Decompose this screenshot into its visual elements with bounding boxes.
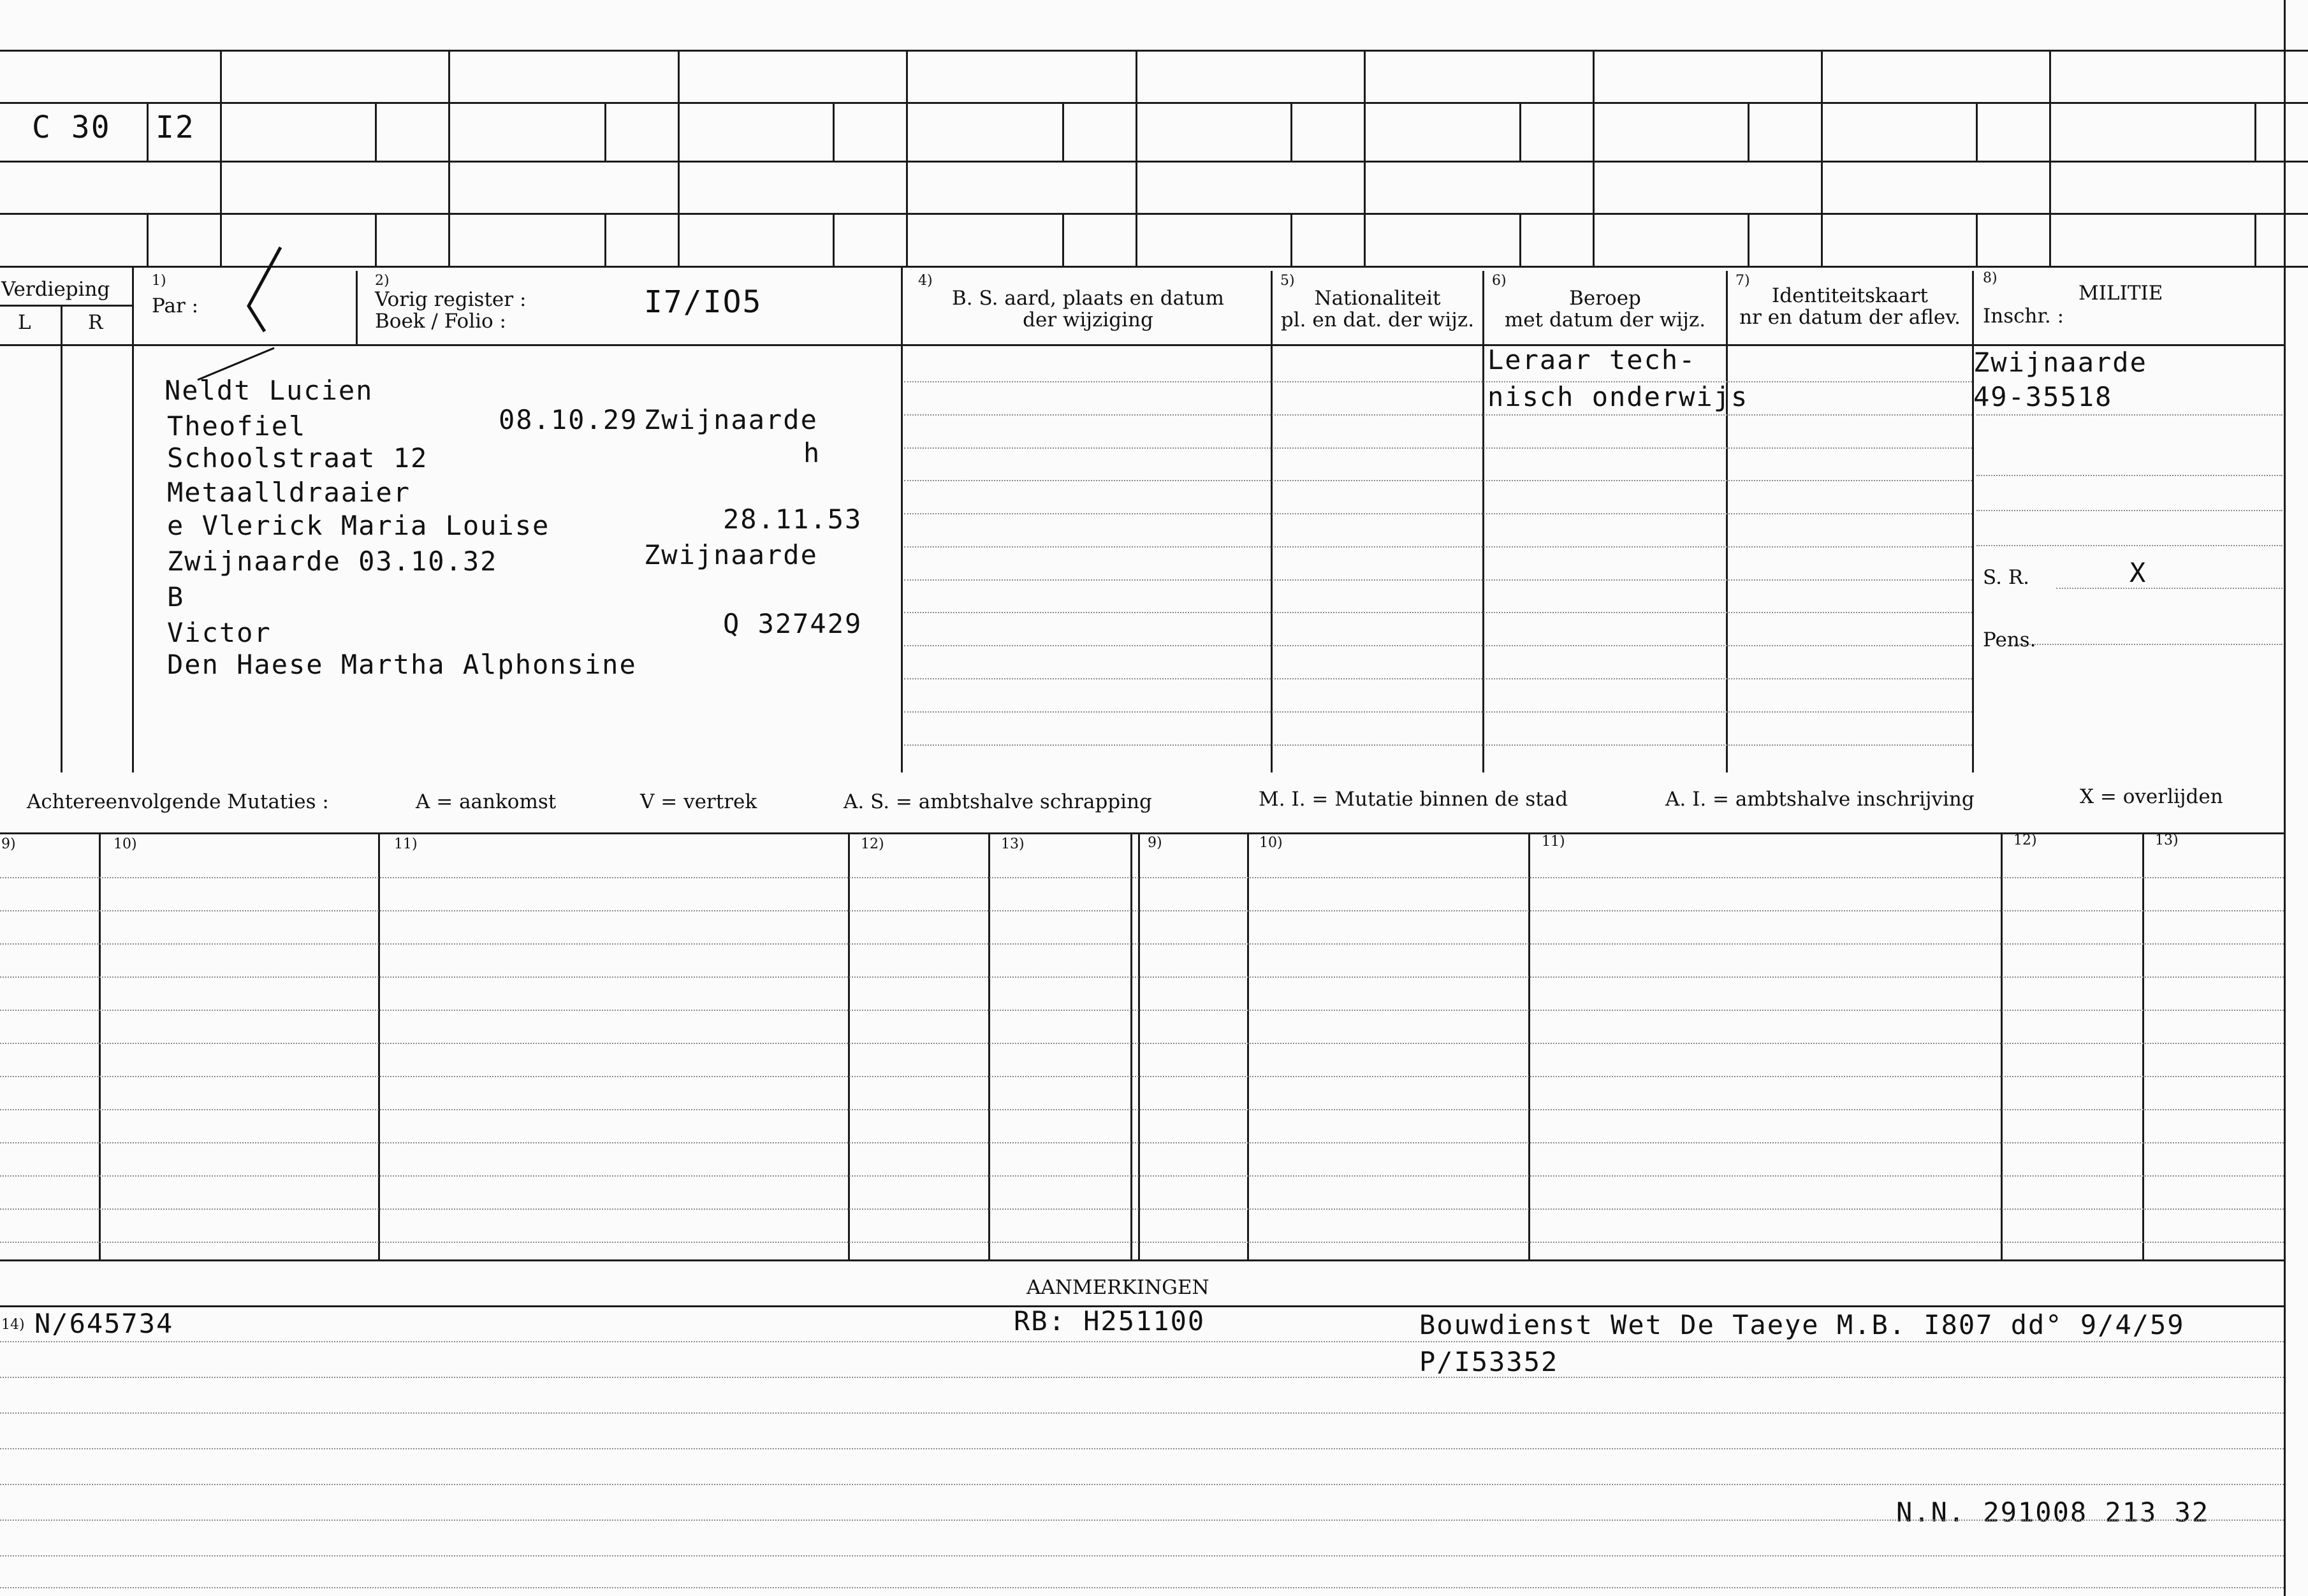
- grid-line: [1290, 102, 1292, 161]
- remarks-note-line1: Bouwdienst Wet De Taeye M.B. I807 dd° 9/4/59: [1419, 1309, 2185, 1340]
- address: Schoolstraat 12: [167, 442, 428, 474]
- id-card-line2: nr en datum der aflev.: [1739, 306, 1961, 329]
- col-header-13: 13): [1001, 836, 1025, 852]
- dotted-rule: [904, 744, 1972, 746]
- column-line: [61, 305, 62, 773]
- military-inschr-label: Inschr. :: [1983, 305, 2064, 328]
- nationality-line2: pl. en dat. der wijz.: [1280, 308, 1475, 331]
- spouse-birth: Zwijnaarde 03.10.32: [167, 546, 498, 577]
- previous-register-label: Vorig register :: [375, 288, 527, 311]
- grid-line: [678, 50, 680, 266]
- grid-line: [1519, 102, 1521, 161]
- remark-rule: [0, 1377, 2284, 1378]
- legend-internal-mutation: M. I. = Mutatie binnen de stad: [1259, 788, 1568, 811]
- id-card-line1: Identiteitskaart: [1772, 284, 1928, 307]
- grid-line: [604, 213, 606, 266]
- grid-line: [1821, 50, 1823, 266]
- remarks-title: AANMERKINGEN: [1026, 1276, 1209, 1299]
- col-header-13b: 13): [2155, 832, 2179, 848]
- military-title: MILITIE: [2078, 282, 2163, 305]
- remark-rule: [0, 1412, 2284, 1414]
- profession-line1-value: Leraar tech-: [1487, 344, 1697, 375]
- id-card-num: 7): [1735, 273, 1750, 289]
- grid-line: [1748, 102, 1749, 161]
- person-surname-firstname: Neldt Lucien: [164, 375, 374, 406]
- remark-rule: [0, 1448, 2284, 1449]
- table-line: [1247, 832, 1249, 1259]
- table-line: [848, 832, 850, 1259]
- grid-line: [1136, 50, 1137, 266]
- birth-date: 08.10.29: [499, 404, 638, 435]
- military-num: 8): [1983, 270, 1998, 286]
- address-mark: h: [803, 437, 821, 468]
- grid-line: [147, 102, 149, 161]
- row-rule: [0, 877, 2284, 878]
- row-rule: [0, 1208, 2284, 1210]
- civil-status-num: 4): [918, 273, 933, 289]
- legend-departure: V = vertrek: [640, 790, 757, 813]
- grid-line: [375, 102, 377, 161]
- military-place: Zwijnaarde: [1973, 347, 2147, 378]
- remarks-num: 14): [1, 1317, 25, 1333]
- floor-label: Verdieping: [1, 278, 110, 301]
- col-header-9: 9): [1, 836, 16, 852]
- col-header-12: 12): [861, 836, 884, 852]
- remarks-note-line2: P/I53352: [1419, 1346, 1559, 1377]
- remark-rule: [0, 1555, 2284, 1556]
- grid-line: [1519, 213, 1521, 266]
- mutations-title: Achtereenvolgende Mutaties :: [27, 790, 329, 813]
- military-number: 49-35518: [1973, 381, 2113, 412]
- remark-rule: [0, 1520, 2284, 1521]
- row-rule: [0, 1076, 2284, 1077]
- profession-line1: Beroep: [1569, 287, 1641, 310]
- dotted-rule: [904, 579, 1972, 581]
- grid-line: [2254, 213, 2256, 266]
- column-line: [356, 271, 358, 344]
- legend-arrival: A = aankomst: [416, 790, 557, 813]
- dotted-rule: [904, 447, 1972, 449]
- col-header-11: 11): [394, 836, 418, 852]
- dotted-rule: [2056, 588, 2282, 589]
- table-line: [2001, 832, 2003, 1259]
- sr-label: S. R.: [1983, 566, 2030, 589]
- grid-line: [2049, 50, 2051, 266]
- dotted-rule: [904, 414, 1972, 416]
- person-middle-name: Theofiel: [167, 410, 307, 442]
- grid-line: [147, 213, 149, 266]
- remark-rule: [0, 1587, 2284, 1588]
- legend-death: X = overlijden: [2080, 785, 2223, 808]
- code-c30: C 30: [32, 110, 111, 145]
- pens-label: Pens.: [1983, 628, 2036, 651]
- row-rule: [0, 1142, 2284, 1143]
- col-header-12b: 12): [2013, 832, 2037, 848]
- table-line: [1130, 832, 1132, 1259]
- grid-line: [220, 50, 222, 266]
- dotted-rule: [904, 612, 1972, 613]
- grid-line: [1062, 102, 1064, 161]
- grid-line: [0, 50, 2308, 52]
- col-header-11b: 11): [1542, 834, 1565, 850]
- grid-line: [2254, 102, 2256, 161]
- grid-line: [906, 50, 908, 266]
- par-check-mark: [236, 242, 287, 338]
- table-line: [99, 832, 101, 1259]
- dotted-rule: [1976, 510, 2282, 511]
- header-divider: [0, 344, 901, 346]
- grid-line: [1748, 213, 1749, 266]
- dotted-rule: [904, 546, 1972, 548]
- pen-stroke: [191, 343, 281, 388]
- profession-line2: met datum der wijz.: [1504, 308, 1706, 331]
- previous-register-value: I7/IO5: [644, 284, 763, 320]
- grid-line: [1976, 213, 1978, 266]
- row-rule: [0, 976, 2284, 978]
- marriage-date: 28.11.53: [723, 504, 863, 535]
- column-line: [1726, 271, 1728, 773]
- grid-line: [1593, 50, 1595, 266]
- col-header-9b: 9): [1148, 835, 1162, 851]
- profession-num: 6): [1492, 273, 1507, 289]
- civil-status-line1: B. S. aard, plaats en datum: [952, 287, 1224, 310]
- table-line: [0, 1259, 2284, 1261]
- code-b: B: [167, 581, 185, 613]
- grid-line: [604, 102, 606, 161]
- marriage-place: Zwijnaarde: [644, 539, 818, 570]
- par-num: 1): [152, 273, 166, 289]
- grid-line: [448, 50, 450, 266]
- dotted-rule: [2015, 644, 2282, 645]
- legend-official-registration: A. I. = ambtshalve inschrijving: [1665, 788, 1975, 811]
- dotted-rule: [904, 711, 1972, 713]
- sr-value: X: [2129, 557, 2147, 588]
- table-line: [1528, 832, 1530, 1259]
- father: Victor: [167, 617, 272, 648]
- card-edge-line: [2284, 0, 2286, 1596]
- grid-line: [833, 102, 835, 161]
- spouse: e Vlerick Maria Louise: [167, 510, 550, 541]
- nationality-line1: Nationaliteit: [1314, 287, 1441, 310]
- nn-number: N.N. 291008 213 32: [1896, 1497, 2210, 1528]
- grid-line: [1062, 213, 1064, 266]
- dotted-rule: [904, 645, 1972, 646]
- par-label: Par :: [152, 294, 199, 317]
- dotted-rule: [904, 678, 1972, 679]
- rb-number: RB: H251100: [1014, 1305, 1206, 1337]
- book-folio-label: Boek / Folio :: [375, 310, 506, 333]
- dotted-rule: [1976, 475, 2282, 476]
- column-line: [132, 266, 134, 773]
- mother: Den Haese Martha Alphonsine: [167, 649, 637, 680]
- column-line: [1482, 271, 1484, 773]
- dotted-rule: [1976, 414, 2282, 416]
- grid-line: [0, 102, 2308, 104]
- table-line: [2142, 832, 2144, 1259]
- grid-line: [0, 213, 2308, 215]
- legend-official-removal: A. S. = ambtshalve schrapping: [844, 790, 1152, 813]
- table-line: [378, 832, 380, 1259]
- remark-rule: [0, 1484, 2284, 1485]
- row-rule: [0, 1242, 2284, 1243]
- civil-status-line2: der wijziging: [1023, 308, 1153, 331]
- grid-line: [375, 213, 377, 266]
- row-rule: [0, 1010, 2284, 1011]
- grid-line: [0, 161, 2308, 163]
- remark-rule: [0, 1341, 2284, 1342]
- grid-line: [0, 266, 2308, 268]
- dotted-rule: [904, 480, 1972, 481]
- code-i2: I2: [156, 110, 195, 145]
- grid-line: [1290, 213, 1292, 266]
- table-line: [988, 832, 990, 1259]
- row-rule: [0, 910, 2284, 911]
- profession-line2-value: nisch onderwijs: [1487, 381, 1749, 412]
- row-rule: [0, 1109, 2284, 1110]
- floor-right-label: R: [88, 311, 103, 334]
- floor-divider: [0, 305, 132, 307]
- col-header-10: 10): [113, 836, 137, 852]
- table-line: [1138, 832, 1140, 1259]
- row-rule: [0, 1043, 2284, 1044]
- row-rule: [0, 943, 2284, 945]
- dotted-rule: [904, 381, 1972, 382]
- grid-line: [833, 213, 835, 266]
- grid-line: [1976, 102, 1978, 161]
- dotted-rule: [1976, 545, 2282, 546]
- floor-left-label: L: [18, 311, 31, 334]
- occupation: Metaalldraaier: [167, 477, 411, 508]
- row-rule: [0, 1175, 2284, 1177]
- table-line: [0, 832, 2284, 834]
- nationality-num: 5): [1280, 273, 1295, 289]
- previous-register-num: 2): [375, 273, 390, 289]
- grid-line: [1364, 50, 1366, 266]
- birth-place: Zwijnaarde: [644, 404, 818, 435]
- dotted-rule: [904, 513, 1972, 514]
- id-number: Q 327429: [723, 608, 863, 639]
- national-reference: N/645734: [34, 1308, 174, 1339]
- col-header-10b: 10): [1259, 835, 1283, 851]
- column-line: [1271, 271, 1273, 773]
- column-line: [901, 266, 903, 773]
